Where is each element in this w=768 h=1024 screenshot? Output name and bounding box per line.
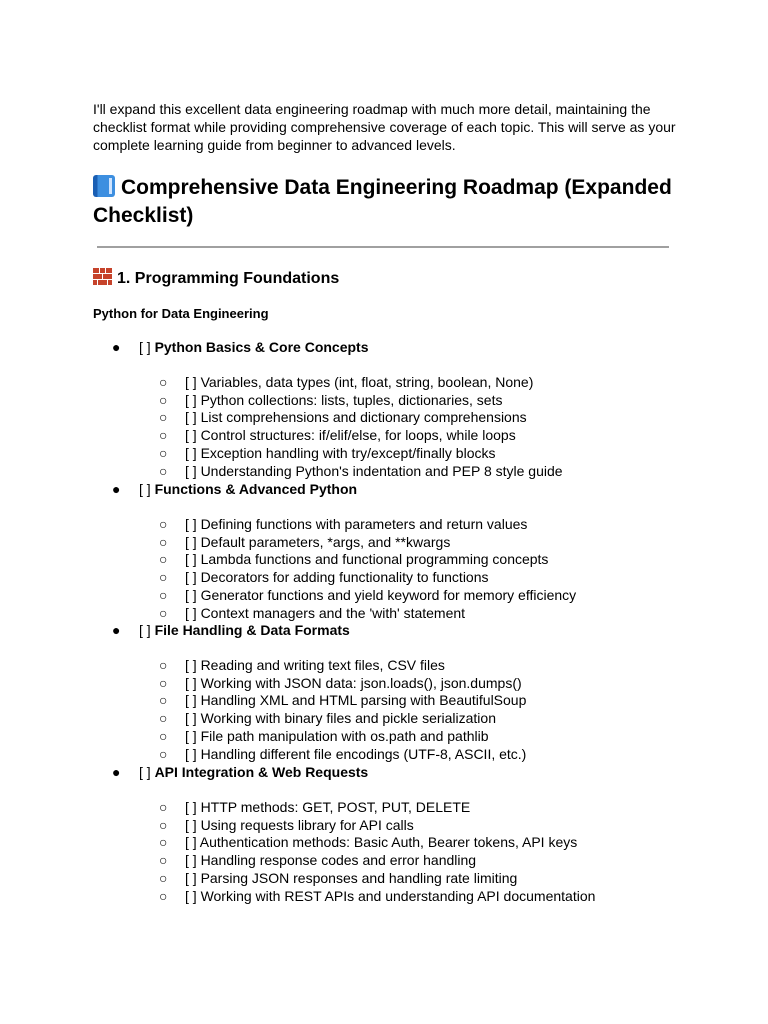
bullet: ○ [159,533,168,550]
bullet: ○ [159,604,168,621]
checklist-group [112,480,357,498]
checklist-item [159,656,445,674]
page-title-text: Comprehensive Data Engineering Roadmap (Expanded Checklist) [93,176,672,227]
bullet: ○ [159,444,168,461]
bullet: ○ [159,462,168,479]
checklist-item [159,408,527,426]
checklist-group-title: API Integration & Web Requests [154,764,369,780]
checkbox[interactable]: [ ] [185,586,197,603]
checkbox[interactable]: [ ] [185,569,197,586]
checkbox[interactable]: [ ] [185,745,197,762]
checkbox[interactable]: [ ] [185,852,197,869]
checklist-item-text: Understanding Python's indentation and PEP 8 style guide [200,462,563,479]
checklist-item-text: File path manipulation with os.path and pathlib [200,727,489,744]
brick-icon [93,268,112,285]
checklist-item-text: Reading and writing text files, CSV files [200,657,445,673]
checklist-item-text: Authentication methods: Basic Auth, Bearer tokens, API keys [199,834,578,851]
checklist-item [159,568,489,586]
bullet: ○ [159,569,168,586]
checklist-item-text: Context managers and the 'with' statement [200,604,466,621]
bullet: ○ [159,710,168,727]
bullet: ● [112,622,121,638]
checkbox[interactable]: [ ] [139,339,151,355]
checklist-item [159,550,548,568]
bullet: ● [112,481,121,497]
checkbox[interactable]: [ ] [139,764,151,780]
checkbox[interactable]: [ ] [185,533,197,550]
checklist-item [159,391,502,409]
bullet: ○ [159,374,168,390]
checklist-group-title: File Handling & Data Formats [154,622,350,638]
checklist-item [159,869,517,887]
checklist-item-text: Generator functions and yield keyword for memory efficiency [200,586,577,603]
checkbox[interactable]: [ ] [185,604,197,621]
checklist-item-text: Python collections: lists, tuples, dictionaries, sets [200,391,503,408]
bullet: ○ [159,586,168,603]
bullet: ○ [159,674,168,691]
checklist-item-text: Working with REST APIs and understanding API documentation [200,887,596,904]
checklist-item [159,462,563,480]
checklist-item-text: Using requests library for API calls [200,816,414,833]
checklist-item [159,426,516,444]
checklist-item [159,674,522,692]
bullet: ○ [159,427,168,444]
bullet: ○ [159,816,168,833]
checklist-item-text: Exception handling with try/except/finally blocks [200,444,496,461]
bullet: ○ [159,657,168,673]
checklist-item-text: Handling XML and HTML parsing with BeautifulSoup [200,692,527,709]
checklist-item [159,887,595,905]
checkbox[interactable]: [ ] [185,674,197,691]
checkbox[interactable]: [ ] [185,887,197,904]
checkbox[interactable]: [ ] [185,816,197,833]
bullet: ● [112,764,121,780]
checkbox[interactable]: [ ] [185,727,197,744]
subsection-heading: Python for Data Engineering [93,306,269,321]
checklist-item [159,727,489,745]
checklist-item-text: List comprehensions and dictionary comprehensions [200,409,527,426]
bullet: ● [112,339,121,355]
checklist-item [159,515,527,533]
checklist-item [159,798,470,816]
checklist-item-text: Default parameters, *args, and **kwargs [200,533,451,550]
bullet: ○ [159,852,168,869]
checkbox[interactable]: [ ] [185,710,197,727]
checklist-item-text: Variables, data types (int, float, string, boolean, None) [200,374,534,390]
checkbox[interactable]: [ ] [185,869,197,886]
checklist-item-text: Control structures: if/elif/else, for loops, while loops [200,427,516,444]
checkbox[interactable]: [ ] [185,516,197,532]
checkbox[interactable]: [ ] [185,374,197,390]
checklist-item-text: Parsing JSON responses and handling rate limiting [200,869,518,886]
bullet: ○ [159,869,168,886]
checklist-item-text: Defining functions with parameters and return values [200,516,528,532]
checkbox[interactable]: [ ] [139,622,151,638]
checklist-item [159,444,496,462]
checklist-item-text: Lambda functions and functional programming concepts [200,551,549,568]
checklist-item-text: Handling different file encodings (UTF-8, ASCII, etc.) [200,745,527,762]
checklist-group [112,763,368,781]
checklist-item [159,833,577,851]
checkbox[interactable]: [ ] [185,391,197,408]
horizontal-rule [97,246,669,248]
bullet: ○ [159,834,168,851]
section-heading-text: 1. Programming Foundations [117,270,340,287]
blue-book-icon [93,175,115,197]
bullet: ○ [159,516,168,532]
checklist-group-title: Functions & Advanced Python [154,481,358,497]
checklist-group [112,621,350,639]
section-heading [93,268,339,290]
checklist-item [159,373,533,391]
checkbox[interactable]: [ ] [185,799,197,815]
bullet: ○ [159,409,168,426]
checklist-item-text: Working with JSON data: json.loads(), json.dumps() [200,674,522,691]
checkbox[interactable]: [ ] [185,551,197,568]
checkbox[interactable]: [ ] [185,444,197,461]
checklist-group [112,338,369,356]
checkbox[interactable]: [ ] [185,692,197,709]
checkbox[interactable]: [ ] [185,427,197,444]
checkbox[interactable]: [ ] [185,834,197,851]
bullet: ○ [159,745,168,762]
checkbox[interactable]: [ ] [185,409,197,426]
checklist-item [159,709,496,727]
checkbox[interactable]: [ ] [139,481,151,497]
checklist-item-text: Handling response codes and error handling [200,852,477,869]
checklist-item [159,816,414,834]
intro-paragraph: I'll expand this excellent data engineering roadmap with much more detail, maintaining the checklist format while providing comprehensive coverage of each topic. This will serve as your complete learning guide from beginner to advanced levels. [93,101,676,153]
bullet: ○ [159,692,168,709]
checklist-group-title: Python Basics & Core Concepts [154,339,369,355]
checklist-item [159,691,526,709]
checklist-item-text: HTTP methods: GET, POST, PUT, DELETE [200,799,471,815]
page-title [93,174,693,230]
bullet: ○ [159,551,168,568]
checklist-item [159,586,576,604]
checklist-item [159,745,526,763]
bullet: ○ [159,727,168,744]
checklist-item-text: Decorators for adding functionality to functions [200,569,489,586]
checklist-item [159,604,465,622]
bullet: ○ [159,391,168,408]
checklist-item-text: Working with binary files and pickle serialization [200,710,496,727]
bullet: ○ [159,799,168,815]
checklist-item [159,851,476,869]
checkbox[interactable]: [ ] [185,462,197,479]
checkbox[interactable]: [ ] [185,657,197,673]
bullet: ○ [159,887,168,904]
checklist-item [159,533,450,551]
